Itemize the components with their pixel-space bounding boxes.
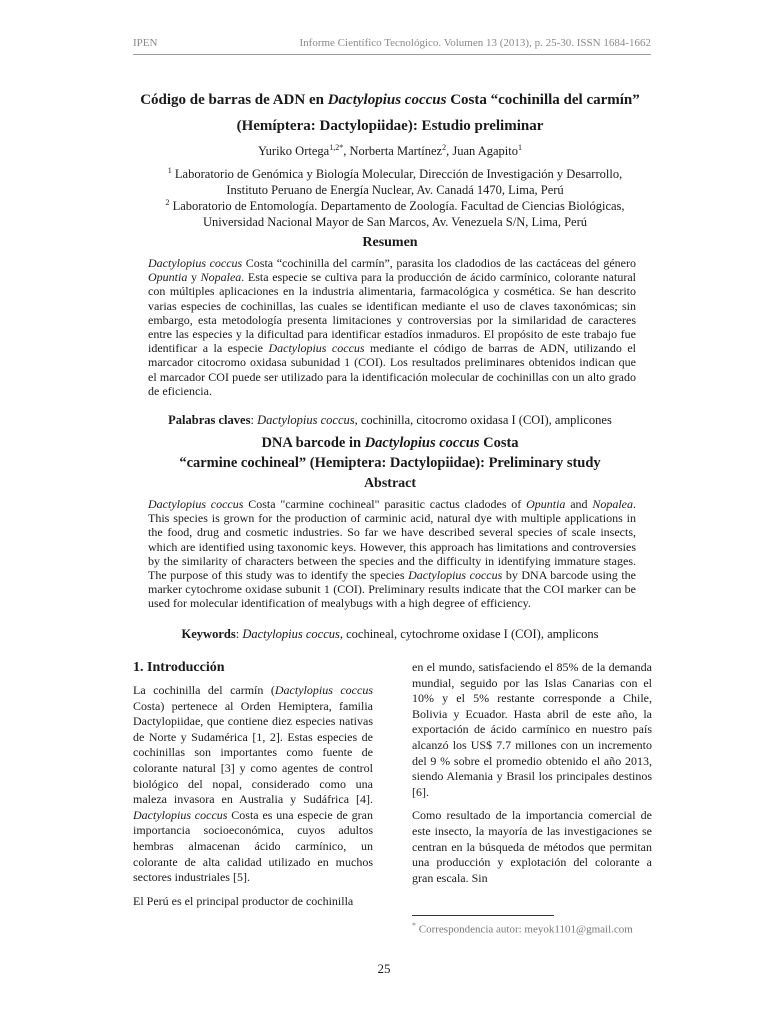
species-name: Dactylopius coccus	[257, 413, 355, 427]
header-journal-citation: Informe Científico Tecnológico. Volumen 13 (2013), p. 25-30. ISSN 1684-1662	[299, 37, 651, 49]
species-name: Dactylopius coccus	[148, 497, 244, 511]
resumen-body	[148, 256, 636, 398]
title-text: Costa “cochinilla del carmín”	[446, 92, 640, 108]
genus-name: Opuntia	[526, 497, 566, 511]
title-species: Dactylopius coccus	[364, 435, 480, 451]
resumen-heading: Resumen	[362, 235, 418, 250]
species-name: Dactylopius coccus	[408, 568, 503, 583]
affil-text: Laboratorio de Genómica y Biología Molecular, Dirección de Investigación y Desarrollo,	[174, 167, 623, 182]
intro-paragraph-2-continued: en el mundo, satisfaciendo el 85% de la demanda mundial, seguido por las Islas Canarias con el 10% y el 5% restante corresponde a Chile, Bolivia y Ecuador. Hasta abril de este año, la exportación de ácido carmínico en nuestro país alcanzó los US$ 7.7 millones con un incremento del 9 % sobre el promedio obtenido el año 2013, siendo Alemania y Brasil los principales destinos [6].	[412, 660, 652, 799]
genus-name: Opuntia	[148, 270, 188, 285]
footnote-mark: *	[412, 921, 416, 930]
corresponding-author-footnote	[412, 921, 672, 936]
title-text: Código de barras de ADN en	[140, 92, 328, 108]
keywords	[100, 627, 680, 642]
affiliation-2	[150, 195, 640, 230]
intro-text: La cochinilla del carmín (	[133, 683, 275, 697]
abstract-body	[148, 497, 636, 611]
footnote-divider	[412, 915, 554, 916]
paper-title-line2: (Hemíptera: Dactylopiidae): Estudio preliminar	[236, 118, 544, 134]
separator: :	[235, 627, 243, 641]
intro-paragraph-1	[133, 683, 373, 886]
resumen-text: Costa “cochinilla del carmín”, parasita los cladodios de las cactáceas del género	[242, 256, 636, 270]
english-title-line2: “carmine cochineal” (Hemiptera: Dactylopiidae): Preliminary study	[179, 455, 601, 471]
introduction-heading: 1. Introducción	[133, 660, 225, 675]
left-column	[133, 683, 373, 917]
affil-mark: 2	[165, 198, 170, 207]
title-text: Costa	[479, 435, 519, 451]
affil-text: Instituto Peruano de Energía Nuclear, Av. Canadá 1470, Lima, Perú	[226, 183, 564, 198]
abstract-text: . This species is grown for the production of carminic acid, natural dye with multiple applications in the food, drug and cosmetic industries. So far we have described several species of scale insects, which are identified using taxonomic keys. However, this approach has limitations and controversies by the similarity of characters between the species and the difficulty in identifying immature stages. The purpose of this study was to identify the species	[148, 497, 637, 583]
abstract-text: by DNA barcode using the marker cytochrome oxidase subunit 1 (COI). Preliminary results indicate that the COI marker can be used for molecular identification of mealybugs with a high degree of efficiency.	[148, 568, 636, 611]
running-header	[133, 37, 651, 55]
genus-name: Nopalea	[592, 497, 634, 511]
right-column	[412, 660, 652, 894]
author-affil-mark: 2	[442, 143, 447, 152]
separator: :	[250, 413, 258, 427]
author-name: Juan Agapito	[452, 144, 518, 159]
intro-paragraph-3: Como resultado de la importancia comercial de este insecto, la mayoría de las investigaciones se centran en la búsqueda de métodos que permitan una producción y explotación del colorante a gran escala. Sin	[412, 808, 652, 885]
resumen-text: y	[187, 270, 201, 285]
paper-title-line1	[100, 90, 680, 110]
abstract-text: and	[565, 497, 593, 511]
species-name: Dactylopius coccus	[242, 627, 340, 641]
author-list: Yuriko Ortega$^{1,2*}$, Norberta Martínez$^2$, Juan Agapito$^1$	[258, 143, 522, 159]
english-title-line1	[100, 434, 680, 453]
affil-text: Universidad Nacional Mayor de San Marcos, Av. Venezuela S/N, Lima, Perú	[202, 215, 588, 230]
abstract-heading: Abstract	[363, 476, 417, 491]
affil-mark: 1	[167, 166, 172, 175]
resumen-text: . Esta especie se cultiva para la producción de ácido carmínico, colorante natural con múltiples aplicaciones en la industria alimentaria, farmacológica y cosmética. Se han descrito varias especies de cochinillas, las cuales se identifican mediante el uso de claves taxonómicas; sin embargo, esta metodología presenta limitaciones y controversias por la similaridad de caracteres entre las especies y la dificultad para identificar estadíos inmaduros. El propósito de este trabajo fue identificar a la especie	[148, 270, 636, 356]
species-name: Dactylopius coccus	[148, 256, 243, 270]
genus-name: Nopalea	[200, 270, 242, 285]
intro-text: Costa es una especie de gran importancia socioeconómica, cuyos adultos hembras almacenan ácido carmínico, un colorante de alta calidad utilizado en muchos sectores industriales [5].	[133, 807, 373, 885]
author-name: Norberta Martínez	[349, 144, 443, 159]
keywords-label: Keywords	[181, 627, 236, 641]
page-number: 25	[377, 961, 391, 976]
affil-text: Laboratorio de Entomología. Departamento de Zoología. Facultad de Ciencias Biológicas,	[172, 199, 625, 214]
title-species: Dactylopius coccus	[327, 92, 447, 108]
intro-text: Costa) pertenece al Orden Hemiptera, familia Dactylopiidae, que contiene diez especies nativas de Norte y Sudamérica [1, 2]. Estas especies de cochinillas son importantes como fuente de colorante natural [3] y como agentes de control biológico del nopal, considerado como una maleza invasora en Australia y Sudáfrica [4].	[133, 698, 373, 807]
affiliation-1	[150, 163, 640, 198]
species-name: Dactylopius coccus	[268, 341, 365, 356]
abstract-text: Costa "carmine cochineal" parasitic cactus cladodes of	[243, 497, 527, 511]
keywords-text: , cochineal, cytochrome oxidase I (COI), amplicons	[339, 627, 599, 641]
footnote-text: Correspondencia autor: meyok1101@gmail.com	[416, 923, 633, 936]
author-affil-mark: 1	[517, 143, 522, 152]
author-name: Yuriko Ortega	[258, 144, 330, 159]
species-name: Dactylopius coccus	[133, 807, 228, 822]
intro-paragraph-2: El Perú es el principal productor de cochinilla	[133, 893, 354, 908]
author-affil-mark: 1,2*	[329, 143, 344, 152]
header-institution: IPEN	[133, 37, 158, 49]
resumen-text: mediante el código de barras de ADN, utilizando el marcador citocromo oxidasa subunidad 1 (COI). Los resultados preliminares obtenidos indican que el marcador COI puede ser utilizado para la identificación molecular de cochinillas con un alto grado de eficiencia.	[148, 341, 636, 398]
title-text: DNA barcode in	[261, 435, 365, 451]
palabras-text: , cochinilla, citocromo oxidasa I (COI), amplicones	[354, 413, 612, 427]
species-name: Dactylopius coccus	[274, 683, 373, 697]
palabras-label: Palabras claves	[168, 413, 251, 427]
palabras-claves	[100, 413, 680, 428]
